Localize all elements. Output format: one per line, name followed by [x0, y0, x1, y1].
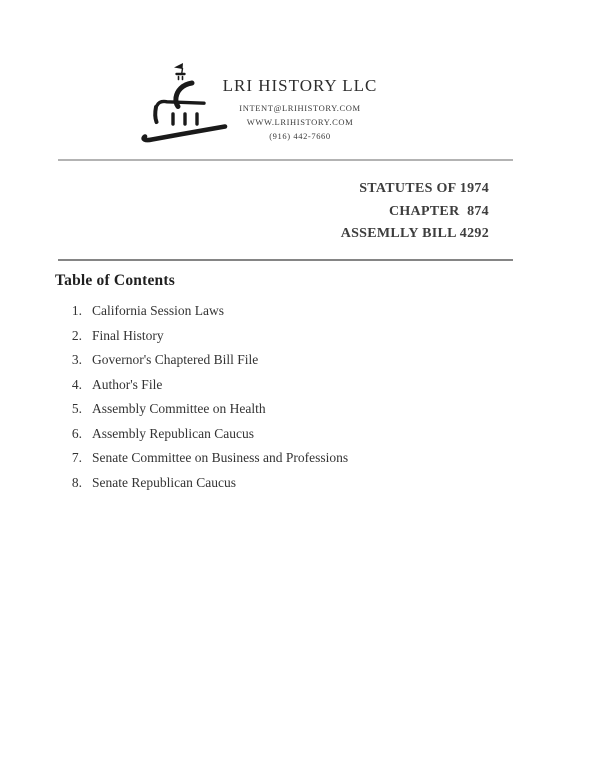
company-website: WWW.LRIHISTORY.COM	[246, 117, 354, 127]
toc-item-label: Author's File	[92, 376, 163, 392]
toc-item	[68, 427, 348, 441]
toc-item-label: Assembly Committee on Health	[92, 401, 266, 416]
toc-item-label: Senate Committee on Business and Professions	[92, 450, 349, 465]
statute-reference	[341, 178, 489, 246]
contact-block	[158, 101, 442, 143]
chapter-line: CHAPTER 874	[388, 203, 489, 219]
divider-bottom	[58, 259, 513, 261]
toc-item	[68, 378, 348, 392]
toc-item	[68, 329, 348, 343]
toc-item-label: Senate Republican Caucus	[92, 474, 236, 490]
toc-item	[68, 353, 348, 367]
toc-list	[68, 304, 348, 490]
toc-heading: Table of Contents	[55, 272, 175, 289]
company-phone: (916) 442-7660	[269, 131, 331, 141]
toc-item	[68, 304, 348, 318]
toc-item	[68, 476, 348, 490]
toc-item-number: 5.	[71, 401, 82, 416]
toc-item-number: 2.	[71, 327, 82, 343]
toc-item-label: Governor's Chaptered Bill File	[92, 352, 259, 367]
bill-line: ASSEMLLY BILL 4292	[340, 226, 489, 241]
toc-item-number: 7.	[71, 450, 82, 465]
toc-item-number: 6.	[71, 425, 82, 441]
toc-item-number: 8.	[71, 474, 82, 490]
toc-item-number: 4.	[71, 376, 82, 392]
toc-item	[68, 451, 348, 465]
toc-item-label: California Session Laws	[92, 303, 224, 318]
statutes-line: STATUTES OF 1974	[359, 181, 489, 196]
letterhead	[158, 76, 442, 143]
company-email: INTENT@LRIHISTORY.COM	[239, 103, 361, 113]
toc-item-label: Assembly Republican Caucus	[92, 425, 254, 441]
divider-top	[58, 159, 513, 161]
toc-item-number: 1.	[71, 303, 82, 318]
toc-item	[68, 402, 348, 416]
toc-item-label: Final History	[92, 327, 164, 343]
toc-item-number: 3.	[71, 352, 82, 367]
company-name: LRI HISTORY LLC	[222, 76, 378, 95]
